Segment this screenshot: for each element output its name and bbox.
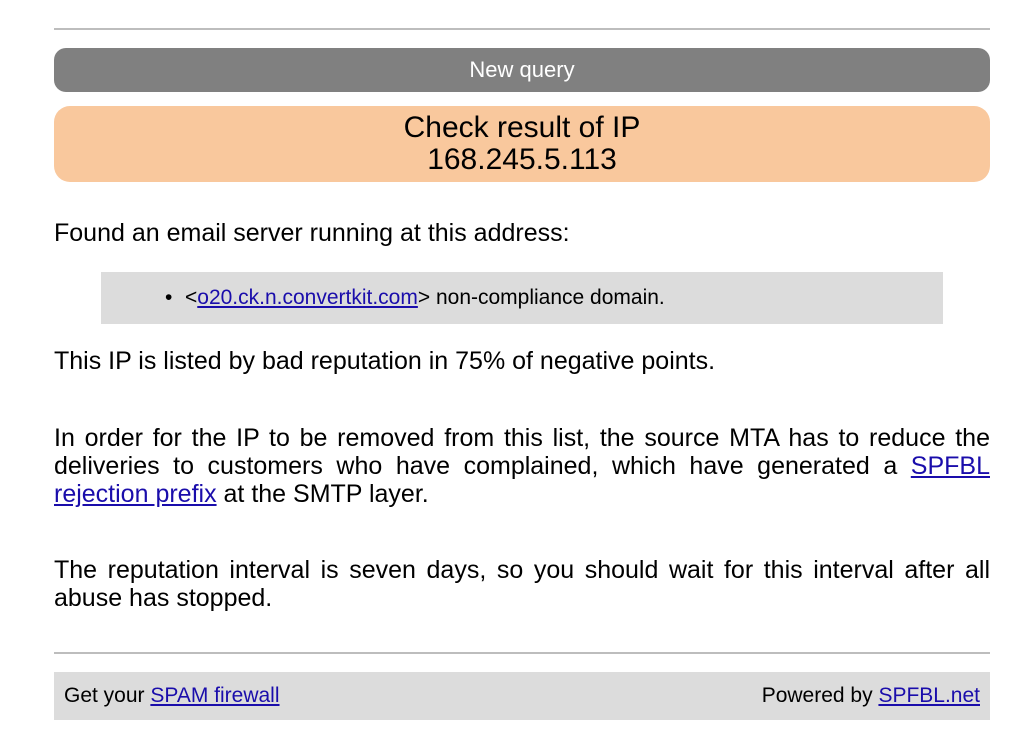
- spfbl-net-link[interactable]: SPFBL.net: [878, 684, 980, 707]
- footer-left-text: Get your: [64, 684, 151, 707]
- footer: [54, 672, 990, 720]
- result-header: [54, 106, 990, 182]
- top-divider: [54, 28, 990, 30]
- footer-right: [762, 672, 980, 720]
- rejection-prefix-link[interactable]: SPFBL rejection prefix: [54, 452, 990, 508]
- server-prefix: <: [185, 286, 198, 309]
- server-list-box: [101, 272, 943, 324]
- removal-text-after: at the SMTP layer.: [216, 480, 429, 508]
- spam-firewall-link[interactable]: SPAM firewall: [150, 684, 280, 707]
- footer-right-text: Powered by: [761, 684, 879, 707]
- server-suffix: > non-compliance domain.: [417, 286, 665, 309]
- result-title: Check result of IP: [403, 111, 641, 144]
- list-item: [165, 285, 665, 311]
- found-server-text: Found an email server running at this address:: [54, 219, 570, 247]
- new-query-button[interactable]: New query: [54, 48, 990, 92]
- bottom-divider: [54, 652, 990, 654]
- interval-paragraph: The reputation interval is seven days, so you should wait for this interval after all abuse has stopped.: [54, 556, 990, 612]
- result-ip: 168.245.5.113: [427, 143, 617, 176]
- removal-text-before: In order for the IP to be removed from this list, the source MTA has to reduce the deliveries to customers who have complained, which have generated a: [54, 424, 990, 480]
- listed-text: This IP is listed by bad reputation in 75% of negative points.: [54, 347, 716, 375]
- bullet-icon: •: [165, 286, 173, 309]
- server-domain-link[interactable]: o20.ck.n.convertkit.com: [197, 286, 418, 309]
- removal-paragraph: [54, 424, 990, 508]
- footer-left: [64, 672, 280, 720]
